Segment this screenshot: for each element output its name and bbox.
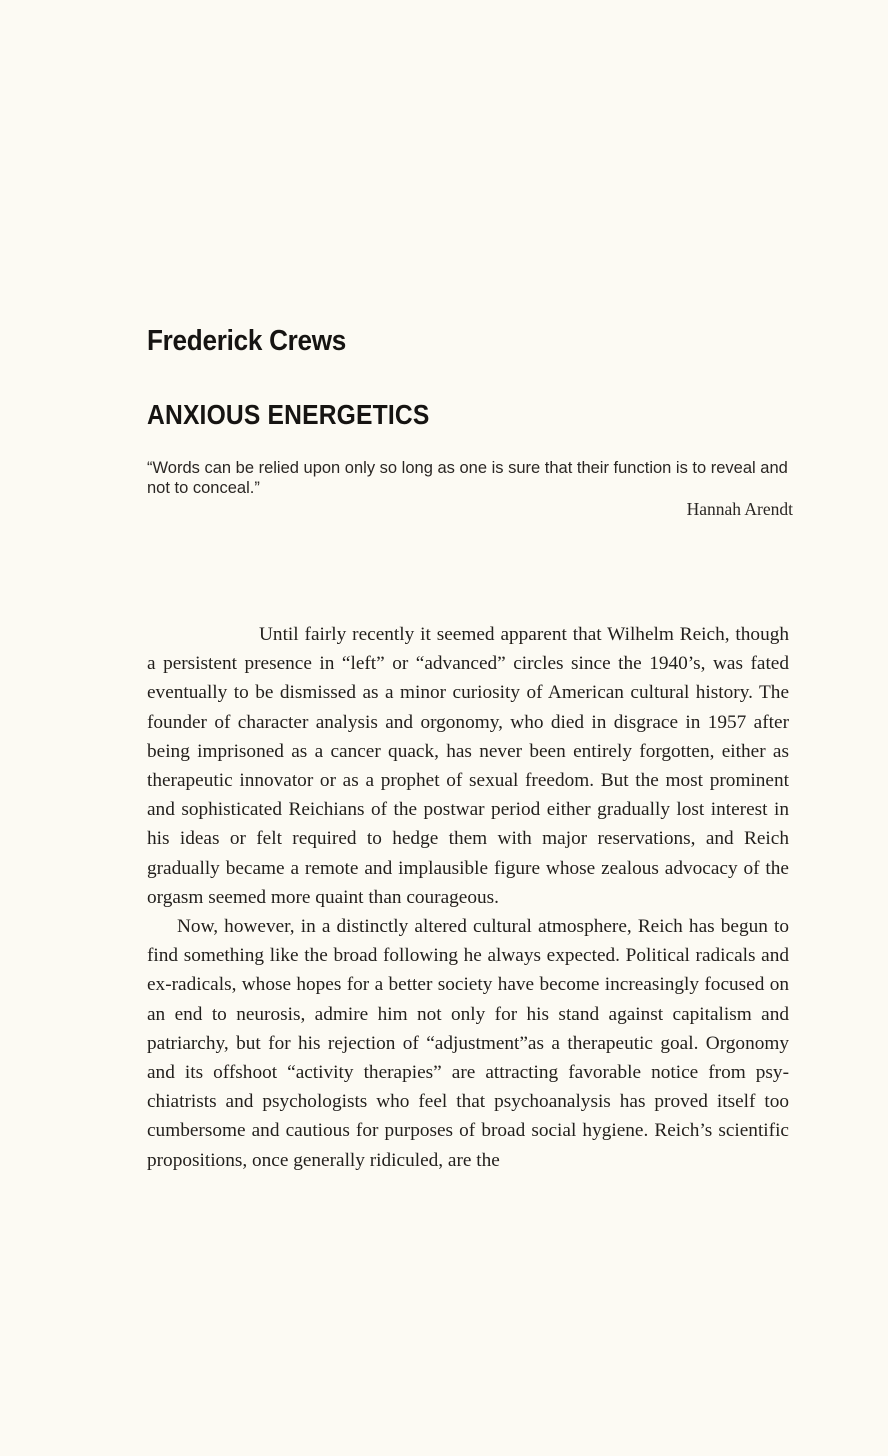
epigraph-quote: “Words can be relied upon only so long as one is sure that their function is to reveal and not to conceal.”	[147, 459, 788, 497]
epigraph	[147, 458, 793, 519]
author-name: Frederick Crews	[147, 325, 347, 357]
chapter-title: ANXIOUS ENERGETICS	[147, 399, 430, 430]
epigraph-attribution: Hannah Arendt	[686, 499, 793, 519]
body-text	[147, 620, 789, 1175]
paragraph: Until fairly recently it seemed apparent that Wilhelm Reich, though a persistent presence in “left” or “advanced” circles since the 1940’s, was fated eventually to be dismissed as a minor curiosity of American cultural history. The founder of character analysis and orgonomy, who died in disgrace in 1957 after being imprisoned as a cancer quack, has never been entirely forgotten, either as therapeutic innovator or as a prophet of sexual freedom. But the most prominent and sophisticated Reichians of the postwar period either gradually lost interest in his ideas or felt required to hedge them with major reservations, and Reich gradually became a remote and implausible figure whose zealous advocacy of the orgasm seemed more quaint than courageous.	[147, 624, 789, 908]
paragraph: Now, however, in a distinctly altered cultural atmosphere, Reich has begun to find something like the broad following he always expected. Political radicals and ex-radicals, whose hopes for a better society have become increasingly focused on an end to neurosis, admire him not only for his stand against capitalism and patriarchy, but for his rejection of “adjustment”as a therapeutic goal. Orgonomy and its offshoot “activity therapies” are attracting favorable notice from psychiatrists and psychologists who feel that psychoanalysis has proved itself too cumbersome and cautious for purposes of broad social hygiene. Reich’s scientific propositions, once generally ridiculed, are the	[147, 916, 789, 1171]
